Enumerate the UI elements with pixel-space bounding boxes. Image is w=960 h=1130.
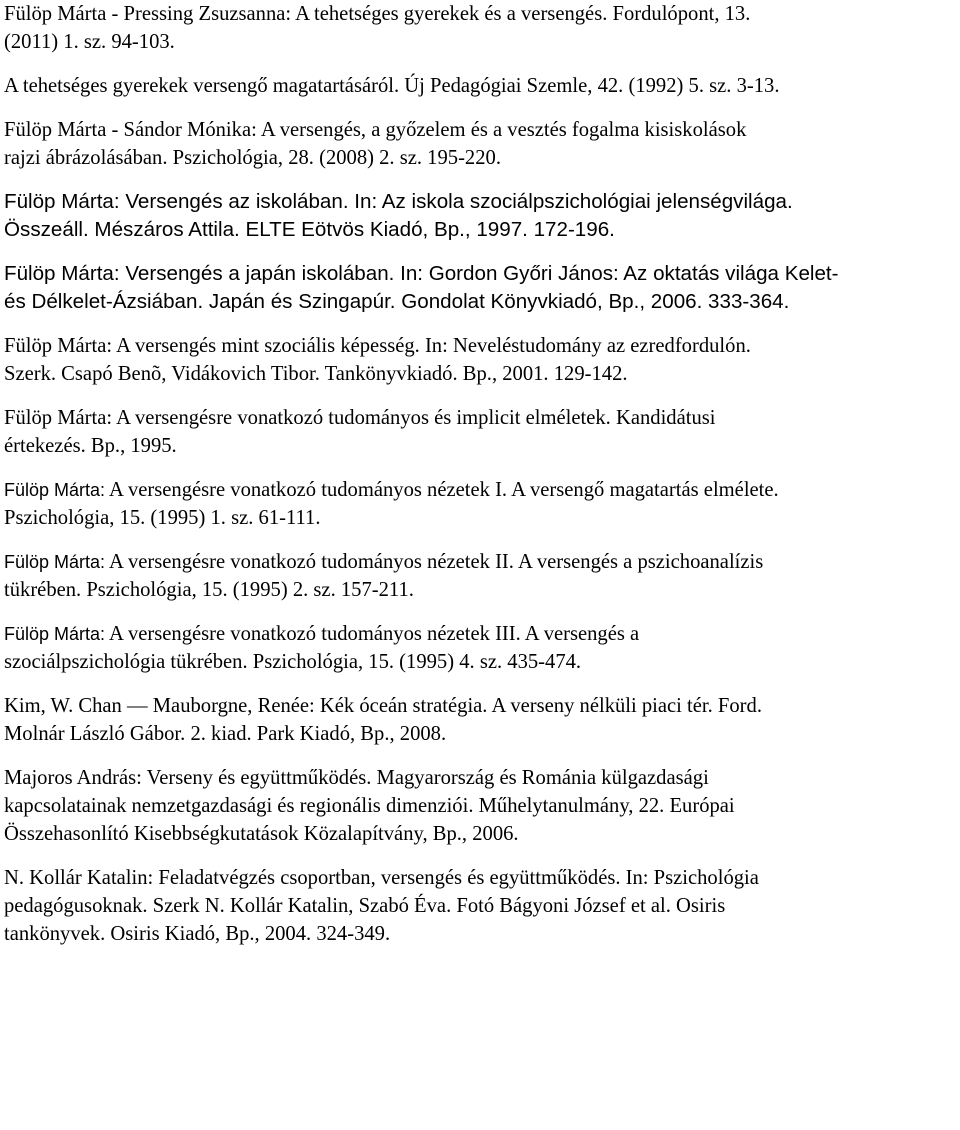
reference-text: Szerk. Csapó Benõ, Vidákovich Tibor. Tankönyvkiadó. Bp., 2001. 129-142.: [4, 363, 628, 385]
reference-line: [4, 820, 954, 848]
reference-line: [4, 116, 954, 144]
reference-text: tükrében. Pszichológia, 15. (1995) 2. sz. 157-211.: [4, 579, 414, 601]
reference-text: Fülöp Márta: A versengés mint szociális képesség. In: Neveléstudomány az ezredfordulón.: [4, 335, 751, 357]
reference-entry: [4, 764, 954, 848]
reference-entry: [4, 0, 954, 56]
reference-text: A versengésre vonatkozó tudományos nézetek III. A versengés a: [105, 623, 640, 645]
reference-line: [4, 260, 954, 288]
reference-text: A versengésre vonatkozó tudományos nézetek I. A versengő magatartás elmélete.: [105, 479, 779, 501]
reference-entry: [4, 692, 954, 748]
reference-text: Fülöp Márta: A versengésre vonatkozó tudományos és implicit elméletek. Kandidátusi: [4, 407, 716, 429]
reference-author: Fülöp Márta:: [4, 552, 106, 572]
reference-line: [4, 792, 954, 820]
reference-text: és Délkelet-Ázsiában. Japán és Szingapúr. Gondolat Könyvkiadó, Bp., 2006. 333-364.: [4, 290, 790, 313]
reference-entry: [4, 116, 954, 172]
reference-line: [4, 28, 954, 56]
reference-line: [4, 0, 954, 28]
reference-line: [4, 432, 954, 460]
reference-text: (2011) 1. sz. 94-103.: [4, 31, 175, 53]
reference-line: [4, 864, 954, 892]
reference-text: Fülöp Márta: Versengés a japán iskolában. In: Gordon Győri János: Az oktatás világa Kelet-: [4, 262, 839, 285]
reference-line: [4, 576, 954, 604]
reference-entry: [4, 260, 954, 316]
reference-list: [4, 0, 954, 948]
reference-line: [4, 648, 954, 676]
reference-text: tankönyvek. Osiris Kiadó, Bp., 2004. 324-349.: [4, 923, 391, 945]
reference-line: [4, 720, 954, 748]
reference-text: A tehetséges gyerekek versengő magatartásáról. Új Pedagógiai Szemle, 42. (1992) 5. sz. 3-13.: [4, 75, 780, 97]
reference-text: Fülöp Márta - Sándor Mónika: A versengés, a győzelem és a vesztés fogalma kisiskolások: [4, 119, 747, 141]
reference-entry: [4, 864, 954, 948]
reference-text: szociálpszichológia tükrében. Pszichológia, 15. (1995) 4. sz. 435-474.: [4, 651, 582, 673]
reference-text: Összeáll. Mészáros Attila. ELTE Eötvös Kiadó, Bp., 1997. 172-196.: [4, 218, 615, 241]
reference-entry: [4, 332, 954, 388]
reference-entry: [4, 188, 954, 244]
reference-text: Majoros András: Verseny és együttműködés. Magyarország és Románia külgazdasági: [4, 767, 709, 789]
reference-entry: [4, 72, 954, 100]
reference-text: pedagógusoknak. Szerk N. Kollár Katalin, Szabó Éva. Fotó Bágyoni József et al. Osiris: [4, 895, 726, 917]
reference-line: [4, 504, 954, 532]
reference-text: kapcsolatainak nemzetgazdasági és regionális dimenziói. Műhelytanulmány, 22. Európai: [4, 795, 735, 817]
reference-line: [4, 288, 954, 316]
reference-text: Fülöp Márta: Versengés az iskolában. In: Az iskola szociálpszichológiai jelenségvilága.: [4, 190, 793, 213]
reference-line: [4, 360, 954, 388]
reference-text: értekezés. Bp., 1995.: [4, 435, 177, 457]
reference-line: [4, 332, 954, 360]
reference-text: A versengésre vonatkozó tudományos nézetek II. A versengés a pszichoanalízis: [105, 551, 764, 573]
reference-line: [4, 72, 954, 100]
reference-author: Fülöp Márta:: [4, 624, 106, 644]
reference-line: [4, 404, 954, 432]
reference-entry: [4, 620, 954, 676]
reference-text: Fülöp Márta - Pressing Zsuzsanna: A tehetséges gyerekek és a versengés. Fordulópont, 13.: [4, 3, 751, 25]
reference-entry: [4, 476, 954, 532]
reference-line: [4, 144, 954, 172]
reference-text: Pszichológia, 15. (1995) 1. sz. 61-111.: [4, 507, 321, 529]
reference-text: Molnár László Gábor. 2. kiad. Park Kiadó, Bp., 2008.: [4, 723, 447, 745]
reference-text: rajzi ábrázolásában. Pszichológia, 28. (2008) 2. sz. 195-220.: [4, 147, 501, 169]
reference-line: [4, 764, 954, 792]
reference-entry: [4, 548, 954, 604]
reference-line: [4, 548, 954, 576]
reference-author: Fülöp Márta:: [4, 480, 106, 500]
reference-text: Kim, W. Chan — Mauborgne, Renée: Kék óceán stratégia. A verseny nélküli piaci tér. Ford.: [4, 695, 762, 717]
reference-line: [4, 188, 954, 216]
reference-line: [4, 476, 954, 504]
reference-line: [4, 892, 954, 920]
reference-text: N. Kollár Katalin: Feladatvégzés csoportban, versengés és együttműködés. In: Pszichológia: [4, 867, 759, 889]
reference-line: [4, 692, 954, 720]
reference-entry: [4, 404, 954, 460]
reference-text: Összehasonlító Kisebbségkutatások Közalapítvány, Bp., 2006.: [4, 823, 519, 845]
reference-line: [4, 216, 954, 244]
reference-line: [4, 620, 954, 648]
reference-line: [4, 920, 954, 948]
